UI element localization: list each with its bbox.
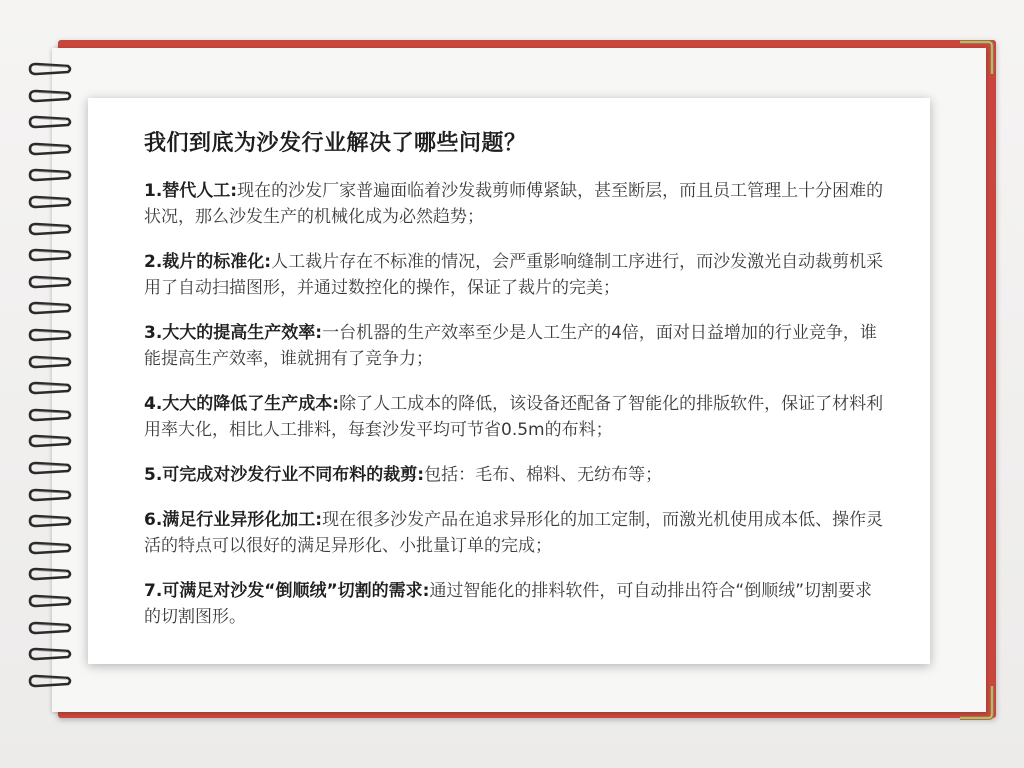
spiral-ring xyxy=(28,142,74,156)
spiral-ring xyxy=(28,301,74,315)
spiral-ring xyxy=(28,115,74,129)
list-item-body: 一台机器的生产效率至少是人工生产的4倍，面对日益增加的行业竞争，谁能提高生产效率，谁就拥有了竞争力； xyxy=(144,323,877,369)
list-item xyxy=(144,578,884,630)
spiral-ring xyxy=(28,355,74,369)
list-item xyxy=(144,507,884,559)
page-title: 我们到底为沙发行业解决了哪些问题？ xyxy=(144,130,527,156)
spiral-ring xyxy=(28,541,74,555)
spiral-ring xyxy=(28,567,74,581)
spiral-binding xyxy=(28,62,78,702)
spiral-ring xyxy=(28,195,74,209)
spiral-ring xyxy=(28,275,74,289)
list-item-body: 包括：毛布、棉料、无纺布等； xyxy=(424,465,663,485)
list-item xyxy=(144,249,884,301)
list-item-body: 除了人工成本的降低，该设备还配备了智能化的排版软件，保证了材料利用率大化，相比人工排料，每套沙发平均可节省0.5m的布料； xyxy=(144,394,884,440)
brass-corner-top-right xyxy=(958,40,994,76)
list-item-heading: 1.替代人工: xyxy=(144,181,238,201)
list-item-body: 人工裁片存在不标准的情况，会严重影响缝制工序进行，而沙发激光自动裁剪机采用了自动扫描图形，并通过数控化的操作，保证了裁片的完美； xyxy=(144,252,884,298)
list-item-heading: 3.大大的提高生产效率: xyxy=(144,323,323,343)
spiral-ring xyxy=(28,674,74,688)
spiral-ring xyxy=(28,408,74,422)
list-item-body: 现在很多沙发产品在追求异形化的加工定制，而激光机使用成本低、操作灵活的特点可以很好的满足异形化、小批量订单的完成； xyxy=(144,510,884,556)
spiral-ring xyxy=(28,381,74,395)
spiral-ring xyxy=(28,434,74,448)
spiral-ring xyxy=(28,328,74,342)
list-item-heading: 4.大大的降低了生产成本: xyxy=(144,394,340,414)
spiral-ring xyxy=(28,621,74,635)
spiral-ring xyxy=(28,647,74,661)
spiral-ring xyxy=(28,461,74,475)
spiral-ring xyxy=(28,89,74,103)
list-item xyxy=(144,320,884,372)
list-item-body: 通过智能化的排料软件，可自动排出符合“倒顺绒”切割要求的切割图形。 xyxy=(144,581,873,627)
list-item xyxy=(144,462,884,488)
list-item-heading: 7.可满足对沙发“倒顺绒”切割的需求: xyxy=(144,581,430,601)
spiral-ring xyxy=(28,222,74,236)
issue-list xyxy=(144,178,884,649)
content-card xyxy=(88,98,930,664)
spiral-ring xyxy=(28,594,74,608)
spiral-ring xyxy=(28,514,74,528)
spiral-ring xyxy=(28,488,74,502)
spiral-ring xyxy=(28,168,74,182)
list-item-body: 现在的沙发厂家普遍面临着沙发裁剪师傅紧缺，甚至断层，而且员工管理上十分困难的状况，那么沙发生产的机械化成为必然趋势； xyxy=(144,181,884,227)
list-item-heading: 5.可完成对沙发行业不同布料的裁剪: xyxy=(144,465,425,485)
spiral-ring xyxy=(28,248,74,262)
spiral-ring xyxy=(28,62,74,76)
list-item xyxy=(144,391,884,443)
brass-corner-bottom-right xyxy=(958,684,994,720)
list-item-heading: 2.裁片的标准化: xyxy=(144,252,272,272)
list-item xyxy=(144,178,884,230)
list-item-heading: 6.满足行业异形化加工: xyxy=(144,510,323,530)
